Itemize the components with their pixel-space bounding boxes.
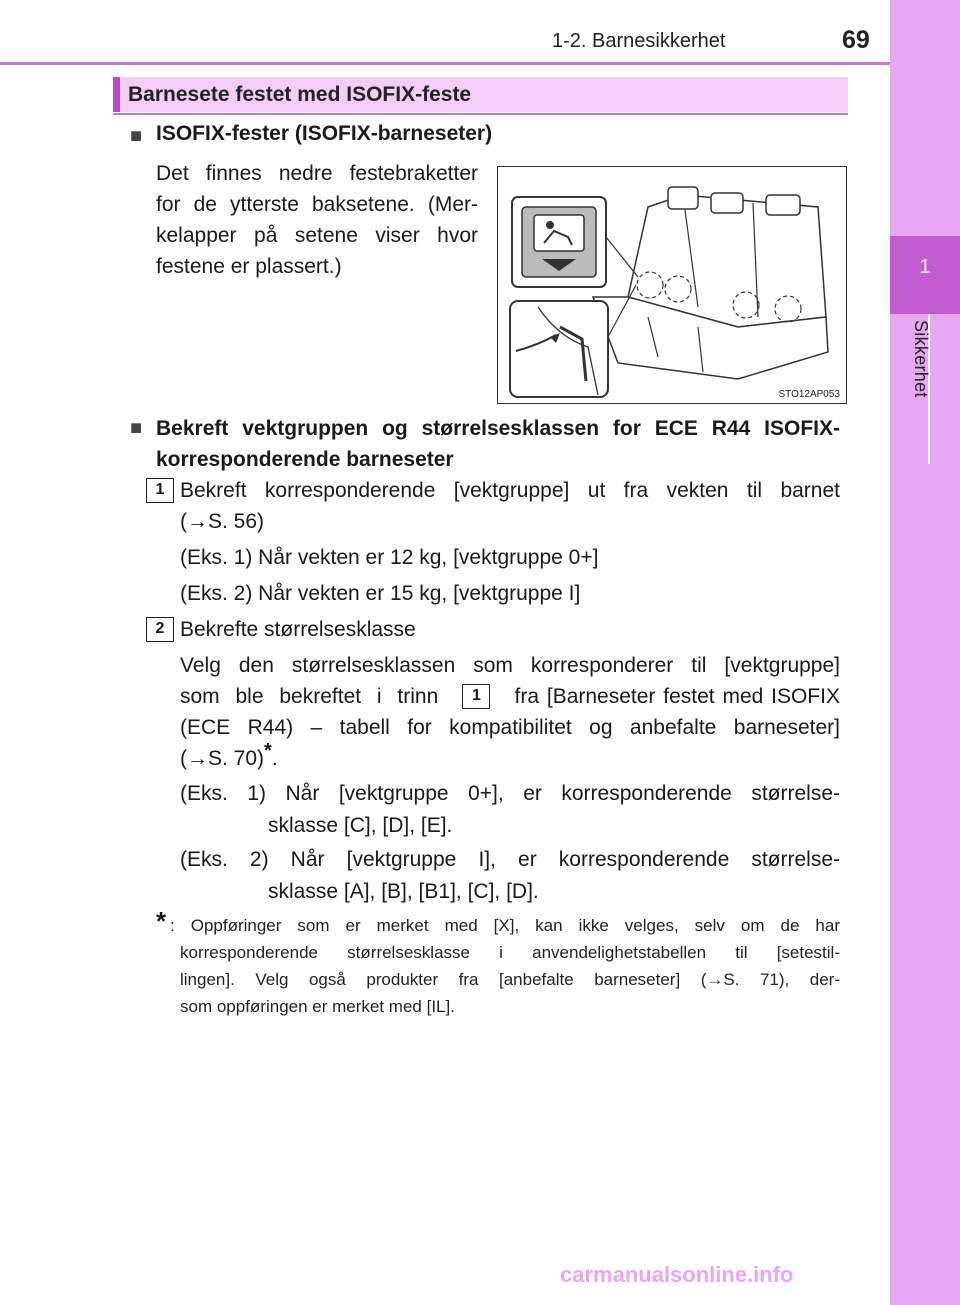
body-line: (ECE R44) – tabell for kompatibilitet og anbefalte barneseter] (180, 716, 840, 739)
body-text: som ble bekreftet i trinn (180, 685, 439, 708)
example-line: (Eks. 1) Når [vektgruppe 0+], er korresponderende størrelse- (180, 782, 840, 805)
isofix-illustration (497, 166, 847, 404)
square-bullet-icon: ■ (130, 125, 143, 147)
footnote-marker: * (264, 740, 272, 762)
example-line: (Eks. 2) Når [vektgruppe I], er korresponderende størrelse- (180, 848, 840, 871)
subsection-body (156, 158, 478, 282)
body-line: festene er plassert.) (156, 255, 342, 278)
example-line: (Eks. 2) Når vekten er 15 kg, [vektgruppe I] (180, 582, 581, 605)
step-reference-box: 1 (462, 684, 490, 709)
page-number: 69 (842, 26, 870, 54)
step-title: Bekrefte størrelsesklasse (180, 618, 416, 641)
body-line (180, 740, 840, 774)
example-line: sklasse [A], [B], [B1], [C], [D]. (268, 880, 539, 903)
title-line: Bekreft vektgruppen og størrelsesklassen for ECE R44 ISOFIX- (156, 417, 840, 440)
body-text: (→S. 70) (180, 747, 265, 770)
example-line: (Eks. 1) Når vekten er 12 kg, [vektgruppe 0+] (180, 546, 599, 569)
footnote-line: korresponderende størrelsesklasse i anvendelighetstabellen til [setestil- (180, 943, 840, 962)
body-line: Velg den størrelsesklassen som korresponderer til [vektgruppe] (180, 654, 840, 677)
footnote-line: som oppføringen er merket med [IL]. (180, 997, 455, 1016)
step-body (180, 650, 840, 774)
section-rule (113, 113, 848, 115)
step-number-box: 1 (146, 478, 174, 503)
subsection-title: ISOFIX-fester (ISOFIX-barneseter) (156, 122, 493, 145)
body-line: Det finnes nedre festebraketter (156, 162, 478, 185)
body-line: (→S. 56) (180, 510, 265, 533)
footnote-line: lingen]. Velg også produkter fra [anbefalte barneseter] (→S. 71), der- (180, 970, 840, 989)
step-number-box: 2 (146, 617, 174, 642)
step-body (180, 475, 840, 537)
body-line: kelapper på setene viser hvor (156, 224, 478, 247)
square-bullet-icon: ■ (130, 417, 143, 439)
body-line: for de ytterste baksetene. (Mer- (156, 193, 478, 216)
chapter-number: 1 (919, 256, 931, 278)
body-line: Bekreft korresponderende [vektgruppe] ut fra vekten til barnet (180, 479, 840, 502)
footnote-text (170, 912, 840, 1020)
watermark: carmanualsonline.info (560, 1262, 794, 1287)
title-line: korresponderende barneseter (156, 448, 454, 471)
body-text: . (271, 747, 278, 770)
body-line-with-ref (180, 681, 840, 712)
example-line: sklasse [C], [D], [E]. (268, 814, 453, 837)
header-section-title: 1-2. Barnesikkerhet (552, 30, 726, 52)
side-tab (890, 0, 960, 1305)
section-heading: Barnesete festet med ISOFIX-feste (128, 83, 472, 106)
body-text: fra [Barneseter festet med ISOFIX (514, 685, 840, 708)
footnote-mark: * (156, 906, 167, 936)
footnote-line: : Oppføringer som er merket med [X], kan ikke velges, selv om de har (170, 916, 840, 935)
figure-code: STO12AP053 (778, 389, 840, 400)
chapter-label: Sikkerhet (911, 320, 931, 398)
rear-seat-drawing (498, 167, 845, 402)
header-rule (0, 62, 890, 65)
subsection-title (156, 413, 840, 475)
